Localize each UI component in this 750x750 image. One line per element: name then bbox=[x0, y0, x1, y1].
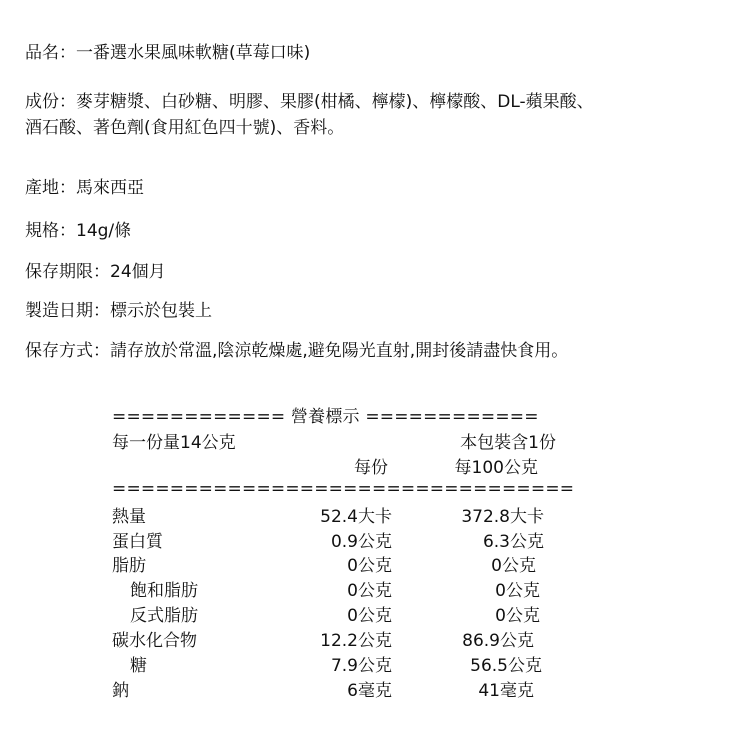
nutrient-label: 糖 bbox=[130, 656, 147, 676]
product-name: 品名：一番選水果風味軟糖(草莓口味) bbox=[25, 43, 311, 63]
nutrition-title: ============ 營養標示 ============ bbox=[112, 407, 539, 427]
nutrient-label: 脂肪 bbox=[112, 556, 146, 576]
nutrient-label: 鈉 bbox=[112, 681, 129, 701]
ingredients-line-1: 成份：麥芽糖漿、白砂糖、明膠、果膠(柑橘、檸檬)、檸檬酸、DL-蘋果酸、 bbox=[25, 92, 594, 112]
nutrient-label: 熱量 bbox=[112, 507, 146, 527]
per-100g-value: 86.9公克 bbox=[462, 631, 534, 651]
per-100g-value: 41毫克 bbox=[478, 681, 534, 701]
manufacture-date: 製造日期：標示於包裝上 bbox=[25, 301, 212, 321]
nutrition-row bbox=[112, 676, 572, 700]
per-serving-value: 0公克 bbox=[347, 556, 392, 576]
nutrition-row bbox=[112, 527, 572, 551]
nutrition-row bbox=[112, 551, 572, 575]
nutrient-label: 碳水化合物 bbox=[112, 631, 197, 651]
nutrition-row bbox=[112, 601, 572, 625]
servings-per-pack: 本包裝含1份 bbox=[460, 433, 556, 453]
storage-method: 保存方式：請存放於常溫,陰涼乾燥處,避免陽光直射,開封後請盡快食用。 bbox=[25, 341, 569, 361]
column-header-per-100g: 每100公克 bbox=[454, 458, 538, 478]
nutrition-row bbox=[112, 626, 572, 650]
shelf-life: 保存期限：24個月 bbox=[25, 262, 166, 282]
per-100g-value: 372.8大卡 bbox=[461, 507, 544, 527]
origin: 產地：馬來西亞 bbox=[25, 178, 144, 198]
nutrition-divider: ================================ bbox=[112, 479, 575, 499]
serving-size: 每一份量14公克 bbox=[112, 433, 236, 453]
per-serving-value: 0.9公克 bbox=[330, 532, 392, 552]
per-serving-value: 7.9公克 bbox=[330, 656, 392, 676]
per-serving-value: 12.2公克 bbox=[320, 631, 392, 651]
ingredients-line-2: 酒石酸、著色劑(食用紅色四十號)、香料。 bbox=[25, 118, 345, 138]
spec: 規格：14g/條 bbox=[25, 221, 132, 241]
per-serving-value: 0公克 bbox=[347, 606, 392, 626]
per-100g-value: 0公克 bbox=[495, 581, 540, 601]
per-100g-value: 6.3公克 bbox=[482, 532, 544, 552]
nutrition-row bbox=[112, 651, 572, 675]
nutrition-row bbox=[112, 576, 572, 600]
nutrient-label: 反式脂肪 bbox=[130, 606, 198, 626]
per-serving-value: 52.4大卡 bbox=[320, 507, 392, 527]
nutrient-label: 蛋白質 bbox=[112, 532, 163, 552]
per-100g-value: 0公克 bbox=[491, 556, 536, 576]
nutrient-label: 飽和脂肪 bbox=[130, 581, 198, 601]
per-100g-value: 56.5公克 bbox=[470, 656, 542, 676]
per-serving-value: 6毫克 bbox=[347, 681, 392, 701]
column-header-per-serving: 每份 bbox=[354, 458, 388, 478]
per-serving-value: 0公克 bbox=[347, 581, 392, 601]
nutrition-row bbox=[112, 502, 572, 526]
per-100g-value: 0公克 bbox=[495, 606, 540, 626]
